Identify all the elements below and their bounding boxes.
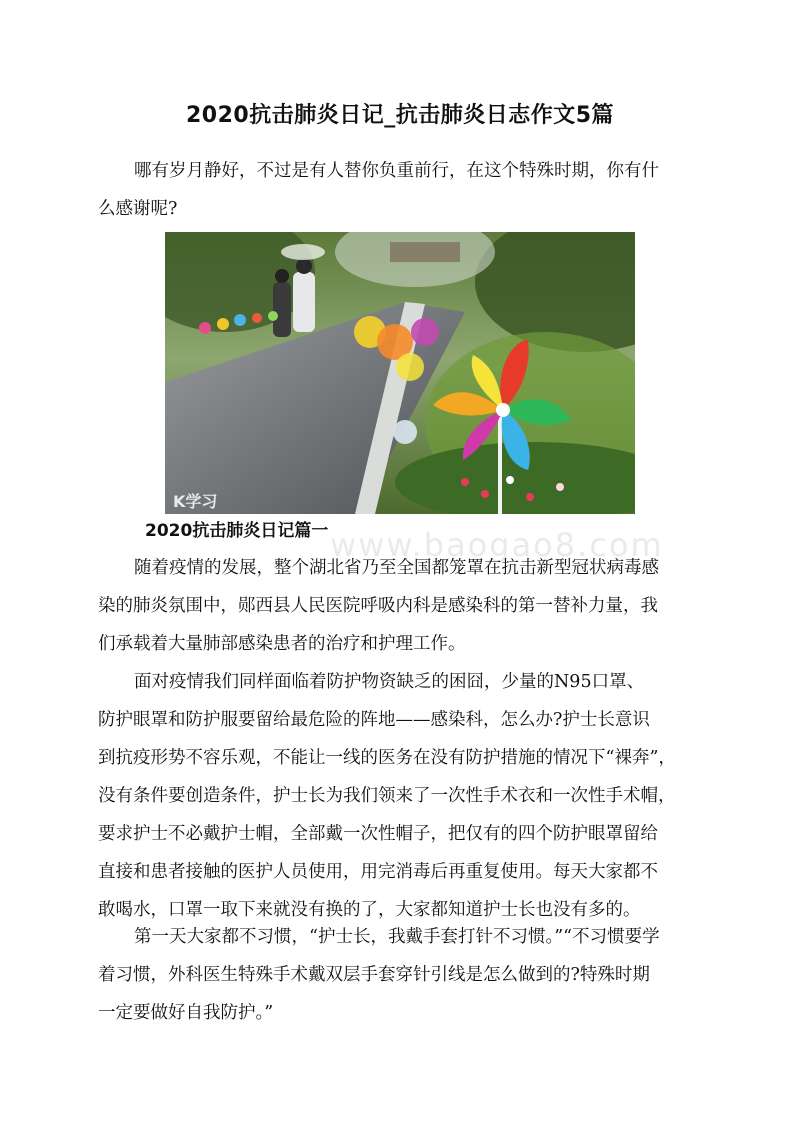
body-paragraph-2 xyxy=(98,663,708,929)
paragraph-line: 敢喝水，口罩一取下来就没有换的了，大家都知道护士长也没有多的。 xyxy=(98,900,641,920)
paragraph-line: 面对疫情我们同样面临着防护物资缺乏的困囧，少量的N95口罩、 xyxy=(134,672,645,692)
pinwheel-photo xyxy=(165,232,635,514)
paragraph-line: 要求护士不必戴护士帽，全部戴一次性帽子，把仅有的四个防护眼罩留给 xyxy=(98,824,658,844)
intro-paragraph xyxy=(98,152,708,228)
intro-line: 哪有岁月静好，不过是有人替你负重前行，在这个特殊时期，你有什 xyxy=(134,161,659,181)
paragraph-line: 第一天大家都不习惯，“护士长，我戴手套打针不习惯。”“不习惯要学 xyxy=(134,927,660,947)
paragraph-line: 没有条件要创造条件，护士长为我们领来了一次性手术衣和一次性手术帽， xyxy=(98,786,676,806)
body-paragraph-1 xyxy=(98,549,708,663)
paragraph-line: 防护眼罩和防护服要留给最危险的阵地——感染科，怎么办?护士长意识 xyxy=(98,710,650,730)
paragraph-line: 染的肺炎氛围中，郧西县人民医院呼吸内科是感染科的第一替补力量，我 xyxy=(98,596,658,616)
paragraph-line: 直接和患者接触的医护人员使用，用完消毒后再重复使用。每天大家都不 xyxy=(98,862,658,882)
section-heading: 2020抗击肺炎日记篇一 xyxy=(145,521,329,541)
body-paragraph-3 xyxy=(98,918,708,1032)
paragraph-line: 一定要做好自我防护。” xyxy=(98,1003,274,1023)
watermark: www.baogao8.com xyxy=(330,526,664,564)
photo-logo: K学习 xyxy=(173,492,218,511)
paragraph-line: 们承载着大量肺部感染患者的治疗和护理工作。 xyxy=(98,634,466,654)
paragraph-line: 随着疫情的发展，整个湖北省乃至全国都笼罩在抗击新型冠状病毒感 xyxy=(134,558,659,578)
intro-line: 么感谢呢? xyxy=(98,199,178,219)
paragraph-line: 到抗疫形势不容乐观，不能让一线的医务在没有防护措施的情况下“裸奔”， xyxy=(98,748,676,768)
paragraph-line: 着习惯，外科医生特殊手术戴双层手套穿针引线是怎么做到的?特殊时期 xyxy=(98,965,650,985)
document-title: 2020抗击肺炎日记_抗击肺炎日志作文5篇 xyxy=(185,103,615,128)
